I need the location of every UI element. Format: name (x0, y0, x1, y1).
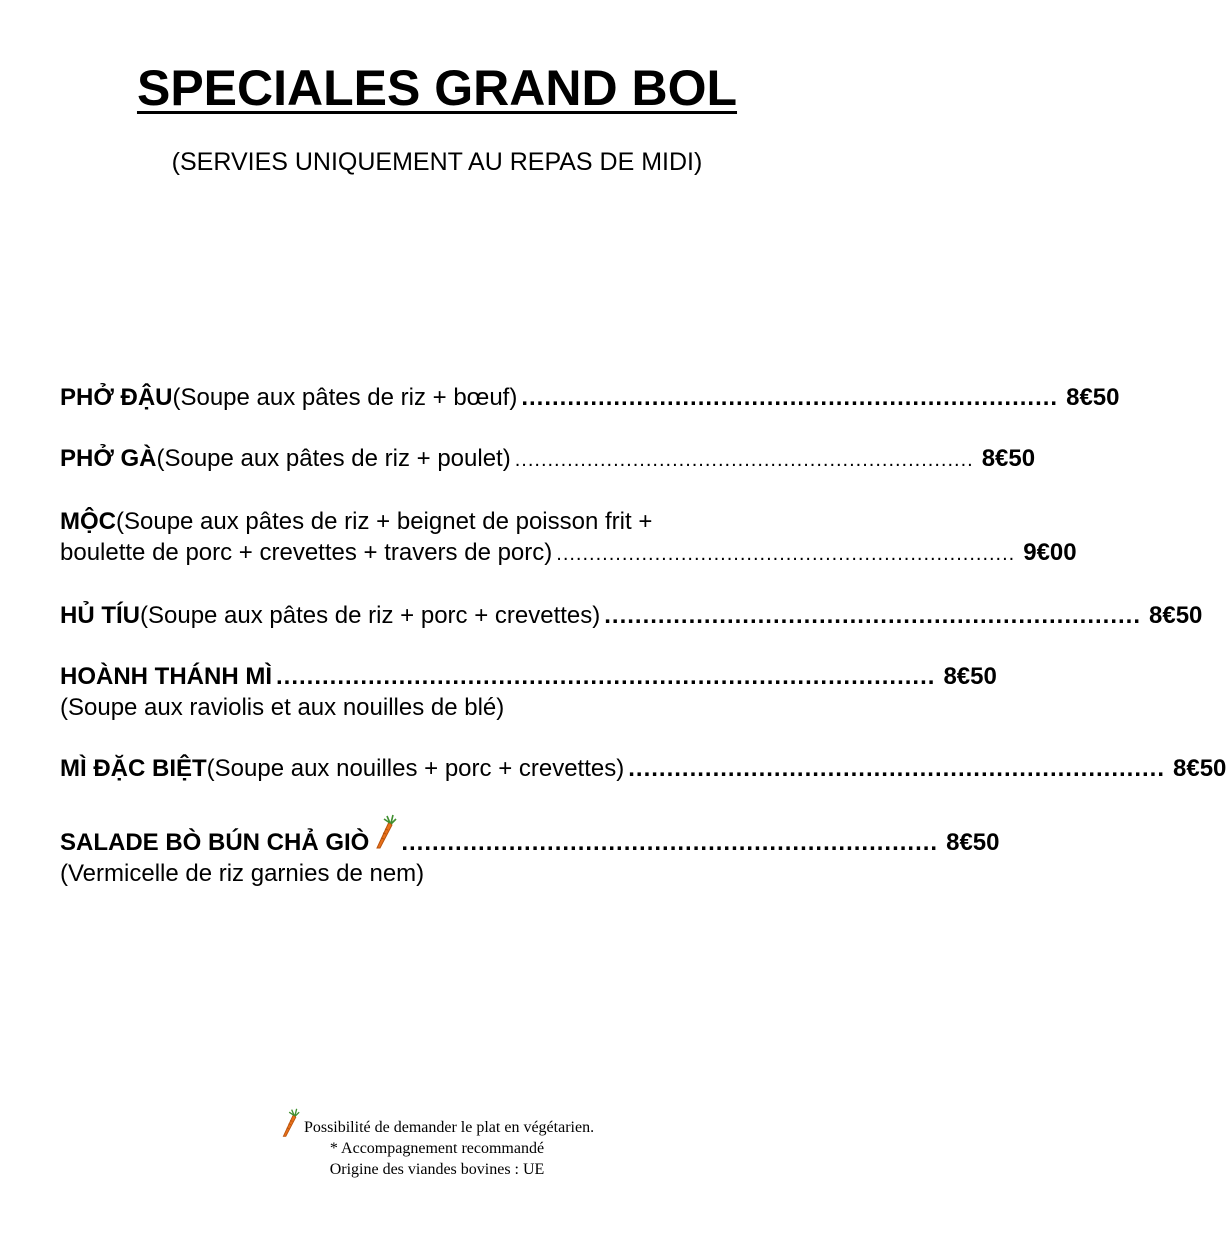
dot-leader: ...................................................................... (401, 829, 939, 856)
dish-name: PHỞ ĐẬU (60, 384, 173, 411)
menu-item-hu-tiu (60, 600, 1203, 631)
dish-name: HOÀNH THÁNH MÌ (60, 663, 272, 690)
dish-price: 8€50 (946, 829, 1000, 856)
dish-name: PHỞ GÀ (60, 445, 157, 472)
dot-leader: ...................................................................... (514, 449, 974, 471)
dish-description: (Soupe aux raviolis et aux nouilles de blé) (60, 694, 505, 721)
dish-description: (Soupe aux pâtes de riz + bœuf) (172, 384, 518, 411)
menu-item-moc (60, 506, 1077, 570)
dish-description: (Soupe aux pâtes de riz + poulet) (156, 445, 511, 472)
menu-item-pho-ga (60, 443, 1036, 476)
menu-item-hoanh-thanh-mi (60, 661, 997, 723)
dish-name: SALADE BÒ BÚN CHẢ GIÒ (60, 829, 370, 856)
page-subtitle: (SERVIES UNIQUEMENT AU REPAS DE MIDI) (171, 148, 703, 176)
dish-price: 8€50 (1173, 755, 1226, 782)
dot-leader: ...................................................................... (604, 602, 1142, 629)
side-note: * Accompagnement recommandé (329, 1140, 545, 1157)
dish-price: 8€50 (943, 663, 997, 690)
dish-name: MÌ ĐẶC BIỆT (60, 755, 207, 782)
dot-leader: ...................................................................... (628, 755, 1165, 782)
vegetarian-note: Possibilité de demander le plat en végétarien. (303, 1119, 595, 1136)
page-title: SPECIALES GRAND BOL (136, 60, 738, 116)
dish-description: (Soupe aux pâtes de riz + porc + crevettes) (140, 602, 601, 629)
carrot-icon (373, 814, 397, 850)
menu-item-salade-bo-bun-cha-gio (60, 814, 1000, 889)
vegetarian-note-line (0, 1108, 874, 1138)
dish-description: (Vermicelle de riz garnies de nem) (60, 860, 425, 887)
dot-leader: ...................................................................................... (275, 663, 936, 690)
dish-name: HỦ TÍU (60, 602, 140, 629)
dish-price: 9€00 (1023, 539, 1077, 566)
menu-list (60, 382, 1226, 919)
dish-name: MỘC (60, 508, 116, 535)
dish-price: 8€50 (981, 445, 1036, 472)
menu-item-pho-dau (60, 382, 1120, 413)
origin-note: Origine des viandes bovines : UE (329, 1161, 545, 1178)
carrot-icon (280, 1108, 300, 1138)
dish-description-continued: boulette de porc + crevettes + travers de porc) (60, 539, 553, 566)
menu-item-mi-dac-biet (60, 753, 1226, 784)
dot-leader: ...................................................................... (521, 384, 1059, 411)
dot-leader: ...................................................................... (556, 543, 1016, 565)
dish-description: (Soupe aux pâtes de riz + beignet de poisson frit + (116, 508, 653, 535)
dish-price: 8€50 (1066, 384, 1120, 411)
footer-notes (0, 1108, 874, 1180)
dish-description: (Soupe aux nouilles + porc + crevettes) (206, 755, 625, 782)
dish-price: 8€50 (1149, 602, 1203, 629)
